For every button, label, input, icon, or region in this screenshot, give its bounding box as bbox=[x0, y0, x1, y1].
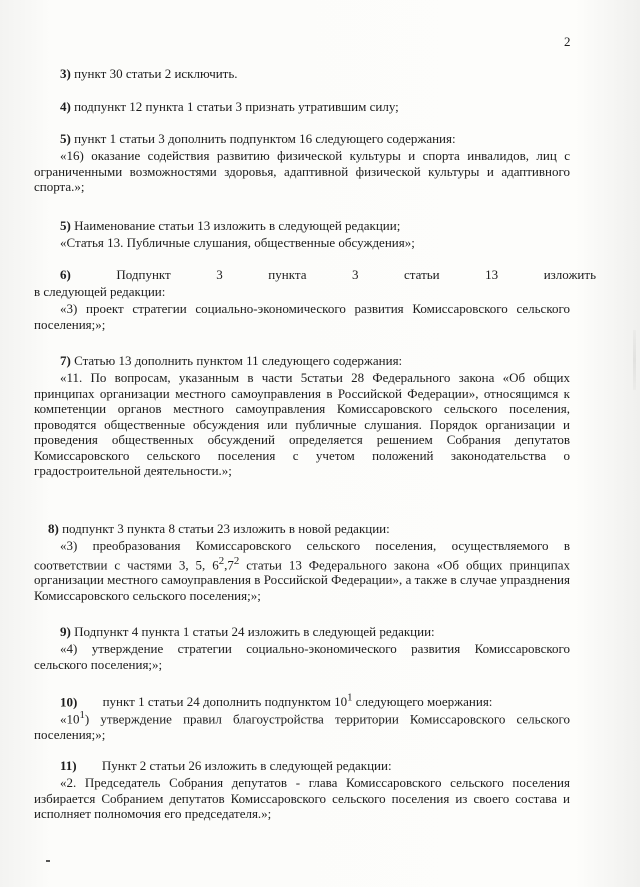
item-number: 5) bbox=[60, 218, 71, 233]
item-text: Подпункт 4 пункта 1 статьи 24 изложить в следующей редакции: bbox=[74, 624, 435, 639]
item-text: Подпункт 3 пункта 3 статьи 13 изложить bbox=[116, 267, 597, 282]
item-number: 10) bbox=[60, 694, 78, 710]
item-text: подпункт 3 пункта 8 статьи 23 изложить в новой редакции: bbox=[62, 521, 390, 536]
item-11-body: «2. Председатель Собрания депутатов - глава Комиссаровского сельского поселения избирается Собранием депутатов Комиссаровского сельского поселения из своего состава и исполняет полномочия его председателя.»; bbox=[34, 775, 570, 821]
item-text: Наименование статьи 13 изложить в следующей редакции; bbox=[74, 218, 401, 233]
item-10-body: «$10^1$) утверждение правил благоустройства территории Комиссаровского сельского поселения;»; bbox=[34, 709, 570, 742]
item-number: 6) bbox=[60, 267, 71, 282]
item-7-body: «11. По вопросам, указанным в части 5статьи 28 Федерального закона «Об общих принципах организации местного самоуправления в Российской Федерации», относящимся к компетенции органов местного самоуправления Комиссаровского сельского поселения, проводятся общественные обсуждения или публичные слушания. Порядок организации и проведения общественных обсуждений определяется решением Собрания депутатов Комиссаровского сельского поселения с учетом положений законодательства о градостроительной деятельности.»; bbox=[34, 370, 570, 478]
superscript: 2 bbox=[233, 554, 240, 567]
item-7 bbox=[34, 353, 596, 369]
item-number: 7) bbox=[60, 353, 71, 368]
item-8 bbox=[34, 521, 584, 537]
item-4 bbox=[34, 99, 596, 115]
item-number: 5) bbox=[60, 131, 71, 146]
item-text: пункт 1 статьи 24 дополнить подпунктом $10^1$ следующего моержания: bbox=[102, 692, 493, 710]
item-8-body-c: статьи 13 Федерального закона «Об общих принципах организации местного самоуправления в Российской Федерации», а также в случае упразднения Комиссаровского сельского поселения;»; bbox=[34, 556, 570, 603]
item-5b bbox=[34, 218, 596, 234]
superscript: 1 bbox=[347, 692, 353, 704]
item-number: 3) bbox=[60, 66, 71, 81]
item-text: пункт 1 статьи 3 дополнить подпунктом 16 следующего содержания: bbox=[74, 131, 456, 146]
scan-mark bbox=[633, 330, 636, 390]
item-text: Пункт 2 статьи 26 изложить в следующей редакции: bbox=[101, 758, 392, 773]
scan-dot bbox=[46, 860, 50, 862]
item-8-body bbox=[34, 538, 570, 603]
item-8-body-a: «3) преобразования Комиссаровского сельского поселения, осуществляемого в соответствии с частями 3, 5, 6 bbox=[34, 538, 570, 572]
superscript: 2 bbox=[218, 554, 225, 567]
superscript: 1 bbox=[79, 709, 85, 721]
item-6 bbox=[34, 267, 596, 283]
item-6-cont: в следующей редакции: bbox=[34, 284, 166, 299]
item-9-body: «4) утверждение стратегии социально-экономического развития Комиссаровского сельского поселения;»; bbox=[34, 641, 570, 672]
item-11 bbox=[34, 758, 596, 774]
page-number: 2 bbox=[564, 34, 571, 49]
item-text: пункт 30 статьи 2 исключить. bbox=[74, 66, 238, 81]
item-number: 11) bbox=[60, 758, 77, 773]
item-3 bbox=[34, 66, 596, 82]
item-10 bbox=[34, 691, 596, 710]
item-5a bbox=[34, 131, 596, 147]
item-5a-body: «16) оказание содействия развитию физической культуры и спорта инвалидов, лиц с ограниченными возможностями здоровья, адаптивной физической культуры и адаптивного спорта.»; bbox=[34, 148, 570, 194]
item-number: 4) bbox=[60, 99, 71, 114]
item-text: Статью 13 дополнить пунктом 11 следующего содержания: bbox=[74, 353, 403, 368]
item-6-body: «3) проект стратегии социально-экономического развития Комиссаровского сельского поселения;»; bbox=[34, 301, 570, 332]
item-9 bbox=[34, 624, 596, 640]
item-8-body-b: ,7 bbox=[224, 556, 234, 572]
item-number: 8) bbox=[48, 521, 59, 536]
item-5b-body: «Статья 13. Публичные слушания, общественные обсуждения»; bbox=[60, 235, 415, 250]
item-number: 9) bbox=[60, 624, 71, 639]
item-text: подпункт 12 пункта 1 статьи 3 признать утратившим силу; bbox=[74, 99, 399, 114]
